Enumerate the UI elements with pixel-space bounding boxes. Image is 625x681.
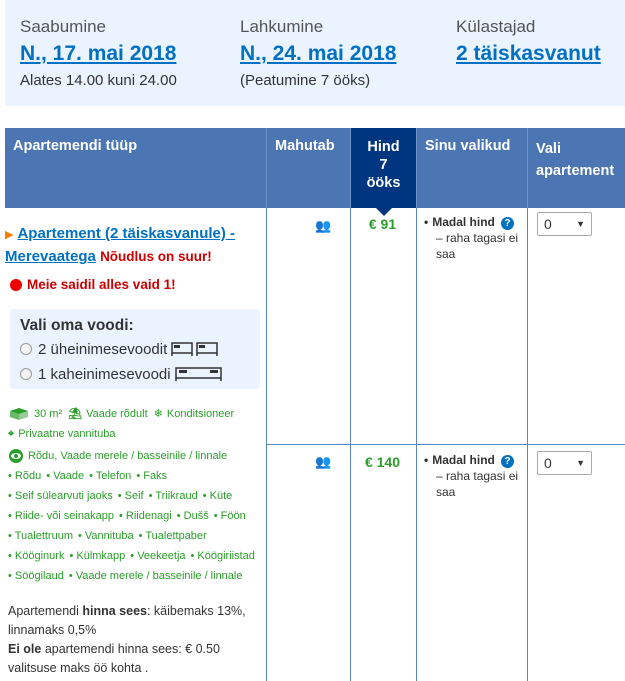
offer-price: € 140: [364, 454, 401, 470]
excludes-bold: Ei ole: [8, 642, 42, 656]
table-header: [5, 128, 625, 208]
amenity-item: • Vaade: [46, 470, 85, 482]
checkin-time: Alates 14.00 kuni 24.00: [20, 72, 177, 89]
room-quantity-value: 0: [544, 455, 552, 471]
offer-policy: • Madal hind ? – raha tagasi ei saa: [424, 214, 526, 262]
header-choices: Sinu valikud: [417, 128, 528, 208]
facility-ac: [154, 404, 235, 424]
facility-size: [8, 404, 62, 424]
amenity-item: • Söögilaud: [8, 570, 64, 582]
amenity-item: • Triikraud: [148, 490, 198, 502]
amenity-item: • Rõdu: [8, 470, 42, 482]
facility-ac-label: Konditsioneer: [166, 408, 235, 420]
amenity-item: • Kööginurk: [8, 550, 65, 562]
checkout-date-link[interactable]: N., 24. mai 2018: [240, 42, 397, 65]
bed-choice-title: Vali oma voodi:: [20, 317, 134, 334]
amenity-item: • Seif: [117, 490, 144, 502]
policy-title: Madal hind: [432, 215, 495, 229]
room-size-icon: [8, 407, 30, 421]
room-facilities: [8, 404, 264, 586]
amenity-item: • Vaade merele / basseinile / linnale: [68, 570, 243, 582]
checkout-label: Lahkumine: [240, 17, 324, 36]
single-beds-icon: [171, 341, 219, 357]
high-demand-label: Nõudlus on suur!: [100, 249, 212, 264]
capacity-two-adults-icon: 👥: [315, 218, 330, 233]
offer-price: € 91: [368, 216, 397, 232]
checkin-label: Saabumine: [20, 17, 107, 36]
header-type: Apartemendi tüüp: [5, 128, 267, 208]
room-quantity-select[interactable]: [537, 212, 592, 236]
price-includes: [8, 602, 264, 678]
amenity-item: • Riide- või seinakapp: [8, 510, 114, 522]
double-bed-icon: [175, 366, 223, 382]
amenity-item: • Telefon: [89, 470, 132, 482]
guests-link[interactable]: 2 täiskasvanut: [456, 42, 601, 65]
room-quantity-select[interactable]: [537, 451, 592, 475]
header-capacity: Mahutab: [267, 128, 351, 208]
facility-views-label: Rõdu, Vaade merele / basseinile / linnale: [28, 450, 228, 462]
amenity-item: • Tualettpaber: [138, 530, 207, 542]
checkin-block: [20, 17, 177, 89]
booking-summary: [5, 0, 625, 106]
amenity-item: • Föön: [213, 510, 246, 522]
snowflake-icon: ❄: [153, 408, 163, 420]
includes-bold: hinna sees: [82, 604, 147, 618]
room-name-link[interactable]: Apartement (2 täiskasvanule) - Merevaatega: [5, 225, 236, 265]
info-icon[interactable]: ?: [501, 455, 514, 468]
shower-icon: ⌖: [8, 428, 15, 440]
header-price-line3: ööks: [366, 175, 401, 191]
excludes-text: apartemendi hinna sees: € 0.50 valitsuse maks öö kohta .: [8, 642, 220, 675]
facility-bath-label: Privaatne vannituba: [18, 428, 116, 440]
eye-icon: [8, 448, 24, 464]
header-price-line2: 7: [379, 157, 388, 173]
policy-title: Madal hind: [432, 453, 495, 467]
amenity-item: • Dušš: [176, 510, 209, 522]
room-quantity-value: 0: [544, 216, 552, 232]
policy-sub: – raha tagasi ei saa: [436, 469, 519, 499]
capacity-two-adults-icon: 👥: [315, 454, 330, 469]
beach-umbrella-icon: ⛱: [68, 408, 83, 420]
facility-bath: [8, 424, 115, 444]
bed-option-twin-label: 2 üheinimesevoodit: [38, 340, 168, 358]
scarcity-notice: [10, 277, 176, 292]
stay-length: (Peatumine 7 ööks): [240, 72, 371, 89]
header-price: [351, 128, 417, 208]
info-icon[interactable]: ?: [501, 217, 514, 230]
amenity-item: • Külmkapp: [69, 550, 126, 562]
bed-radio-twin[interactable]: [20, 343, 32, 355]
guests-label: Külastajad: [456, 17, 536, 36]
facility-view-label: Vaade rõdult: [86, 408, 148, 420]
chevron-down-icon: ▼: [576, 219, 585, 229]
bed-option-double[interactable]: [20, 363, 250, 385]
amenity-item: • Faks: [136, 470, 168, 482]
bed-choice-box: [10, 309, 260, 389]
facility-size-label: 30 m²: [34, 408, 63, 420]
includes-text: : käibemaks 13%, linnamaks 0,5%: [8, 604, 246, 637]
bed-option-twin[interactable]: [20, 338, 250, 360]
bed-radio-double[interactable]: [20, 368, 32, 380]
row-divider: [266, 444, 625, 445]
amenity-item: • Vannituba: [78, 530, 134, 542]
policy-sub: – raha tagasi ei saa: [436, 231, 519, 261]
includes-prefix: Apartemendi: [8, 604, 83, 618]
guests-block: [456, 17, 601, 66]
offer-policy: • Madal hind ? – raha tagasi ei saa: [424, 452, 526, 500]
checkin-date-link[interactable]: N., 17. mai 2018: [20, 42, 177, 65]
facility-views: [8, 446, 227, 466]
chevron-down-icon: ▼: [576, 458, 585, 468]
scarcity-text: Meie saidil alles vaid 1!: [27, 277, 176, 292]
alert-dot-icon: [10, 279, 22, 291]
amenity-item: • Küte: [202, 490, 233, 502]
amenity-item: • Tualettruum: [8, 530, 73, 542]
amenity-item: • Riidenagi: [118, 510, 172, 522]
amenity-item: • Seif sülearvuti jaoks: [8, 490, 113, 502]
header-price-line1: Hind: [367, 139, 400, 155]
expand-arrow-icon: ▶: [5, 229, 14, 241]
header-select: Vali apartement: [536, 141, 615, 179]
bed-option-double-label: 1 kaheinimesevoodi: [38, 365, 171, 383]
checkout-block: [240, 17, 396, 89]
facility-view: [68, 404, 148, 424]
amenity-item: • Köögiriistad: [190, 550, 255, 562]
amenity-list: [8, 466, 264, 586]
amenity-item: • Veekeetja: [130, 550, 186, 562]
room-title-block: [5, 223, 260, 267]
